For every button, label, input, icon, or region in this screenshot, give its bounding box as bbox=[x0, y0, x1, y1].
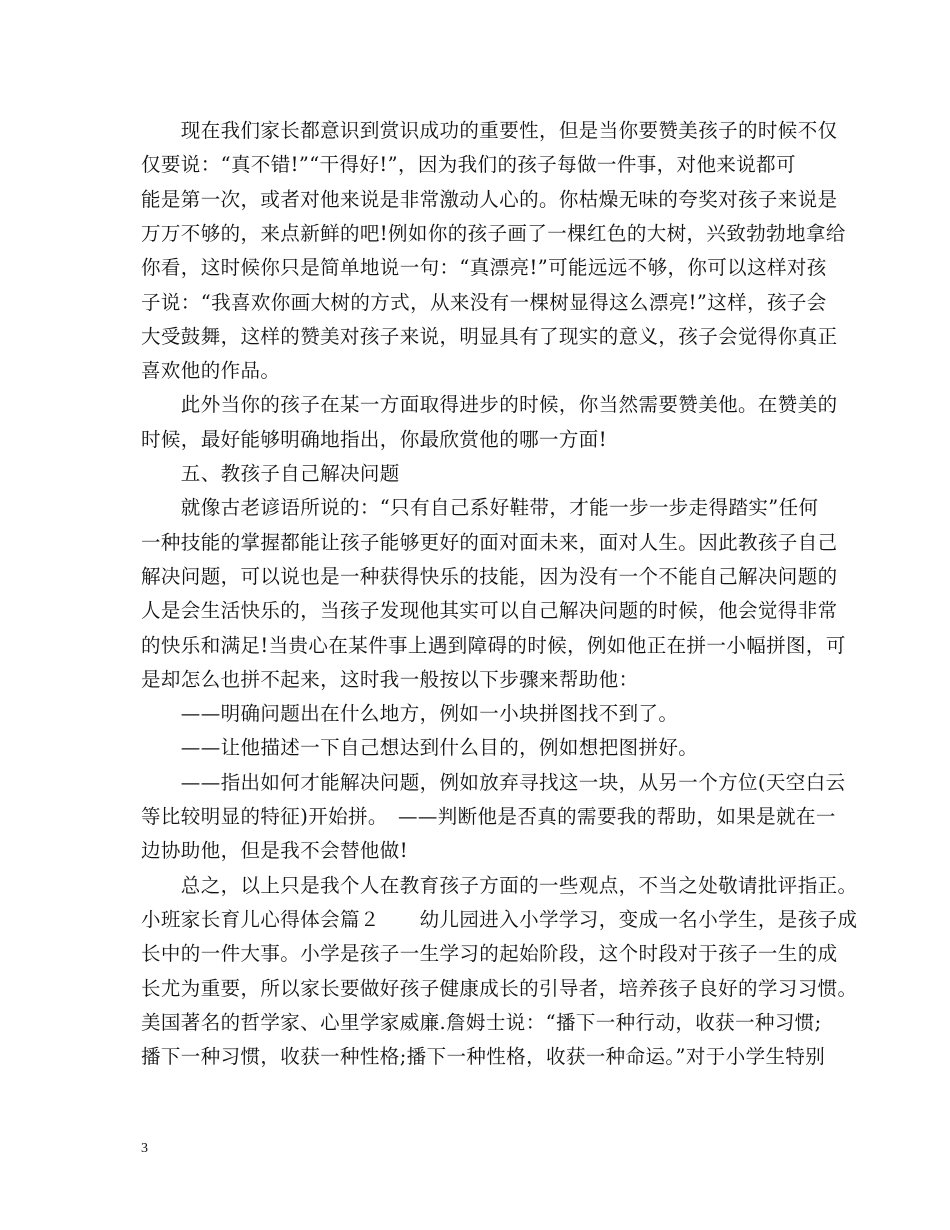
text-line: 边协助他，但是我不会替他做! bbox=[141, 839, 408, 863]
text-line: 你看，这时候你只是简单地说一句：“真漂亮!”可能远远不够，你可以这样对孩 bbox=[141, 256, 827, 280]
text-line: 等比较明显的特征)开始拼。 ——判断他是否真的需要我的帮助，如果是就在一 bbox=[141, 805, 836, 828]
text-line: 大受鼓舞，这样的赞美对孩子来说，明显具有了现实的意义，孩子会觉得你真正 bbox=[141, 324, 838, 348]
text-line: 能是第一次，或者对他来说是非常激动人心的。你枯燥无味的夸奖对孩子来说是 bbox=[141, 187, 838, 211]
text-line: 万万不够的，来点新鲜的吧!例如你的孩子画了一棵红色的大树，兴致勃勃地拿给 bbox=[141, 221, 846, 245]
text-line: 的快乐和满足!当贵心在某件事上遇到障碍的时候，例如他正在拼一小幅拼图，可 bbox=[141, 633, 846, 657]
page-number: 3 bbox=[141, 1141, 148, 1156]
text-line: 长尤为重要，所以家长要做好孩子健康成长的引导者，培养孩子良好的学习习惯。 bbox=[141, 976, 858, 1000]
text-line: ——让他描述一下自己想达到什么目的，例如想把图拼好。 bbox=[141, 736, 699, 760]
text-line: 就像古老谚语所说的：“只有自己系好鞋带，才能一步一步走得踏实”任何 bbox=[141, 496, 819, 520]
text-line: ——明确问题出在什么地方，例如一小块拼图找不到了。 bbox=[141, 702, 679, 726]
text-line: 人是会生活快乐的，当孩子发现他其实可以自己解决问题的时候，他会觉得非常 bbox=[141, 599, 838, 623]
text-line: 总之，以上只是我个人在教育孩子方面的一些观点，不当之处敬请批评指正。 bbox=[141, 873, 858, 897]
text-line: 解决问题，可以说也是一种获得快乐的技能，因为没有一个不能自己解决问题的 bbox=[141, 564, 838, 588]
text-line: 美国著名的哲学家、心里学家威廉.詹姆士说：“播下一种行动，收获一种习惯; bbox=[141, 1010, 822, 1034]
text-line: 喜欢他的作品。 bbox=[141, 359, 281, 383]
text-line: 长中的一件大事。小学是孩子一生学习的起始阶段，这个时段对于孩子一生的成 bbox=[141, 942, 838, 966]
text-line: 播下一种习惯，收获一种性格;播下一种性格，收获一种命运。”对于小学生特别 bbox=[141, 1045, 826, 1069]
text-line: 小班家长育儿心得体会篇２ 幼儿园进入小学学习，变成一名小学生，是孩子成 bbox=[141, 907, 858, 931]
text-line: 此外当你的孩子在某一方面取得进步的时候，你当然需要赞美他。在赞美的 bbox=[141, 393, 838, 417]
text-line: 现在我们家长都意识到赏识成功的重要性，但是当你要赞美孩子的时候不仅 bbox=[141, 119, 838, 142]
text-line: 时候，最好能够明确地指出，你最欣赏他的哪一方面! bbox=[141, 427, 607, 451]
text-line: 一种技能的掌握都能让孩子能够更好的面对面未来，面对人生。因此教孩子自己 bbox=[141, 530, 838, 554]
text-line: ——指出如何才能解决问题，例如放弃寻找这一块，从另一个方位(天空白云 bbox=[141, 770, 846, 794]
text-line: 仅要说：“真不错!”“干得好!”，因为我们的孩子每做一件事，对他来说都可 bbox=[141, 153, 796, 177]
text-line: 是却怎么也拼不起来，这时我一般按以下步骤来帮助他： bbox=[141, 667, 639, 691]
text-line: 五、教孩子自己解决问题 bbox=[141, 462, 400, 485]
text-line: 子说：“我喜欢你画大树的方式，从来没有一棵树显得这么漂亮!”这样，孩子会 bbox=[141, 290, 827, 314]
